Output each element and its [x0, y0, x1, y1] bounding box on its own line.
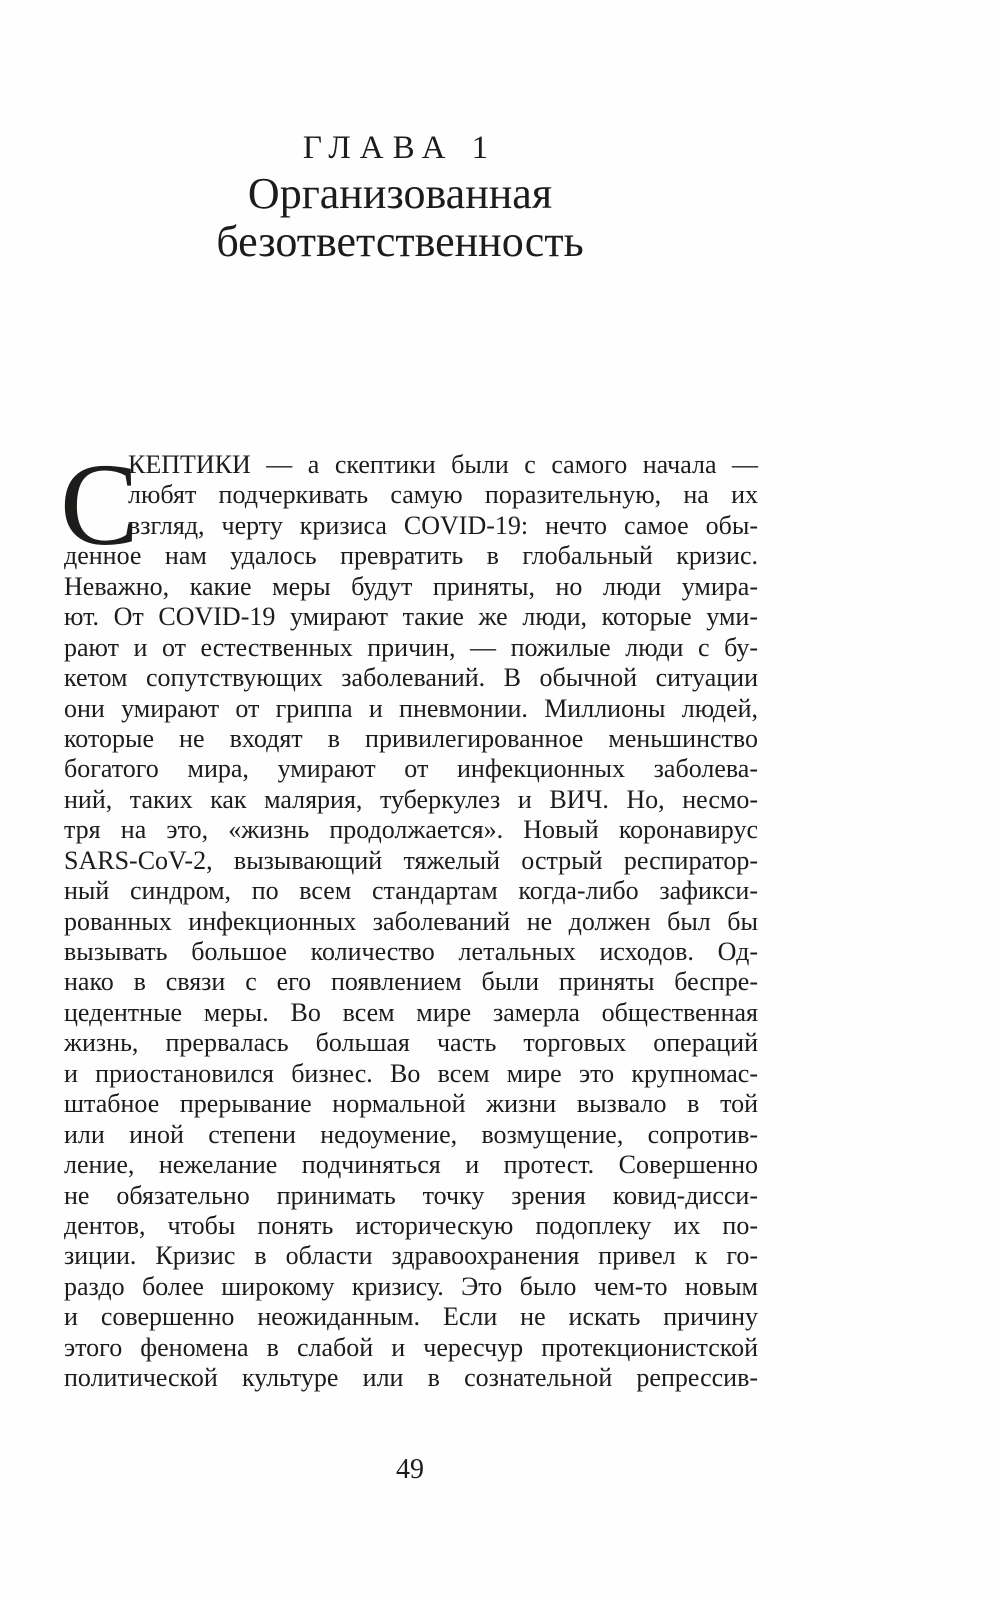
body-text — [64, 450, 758, 1394]
chapter-title-line-1: Организованная — [247, 169, 553, 218]
text-line: которые не входят в привилегированное меньшинство — [64, 723, 758, 753]
text-line: рают и от естественных причин, — пожилые люди с бу- — [64, 632, 758, 662]
text-line: политической культуре или в сознательной репрессив- — [64, 1363, 758, 1393]
drop-cap: С — [60, 439, 139, 570]
text-line: этого феномена в слабой и чересчур протекционистской — [64, 1332, 758, 1362]
text-line: кетом сопутствующих заболеваний. В обычной ситуации — [64, 663, 758, 693]
text-line: или иной степени недоумение, возмущение, сопротив- — [64, 1119, 758, 1149]
chapter-label: ГЛАВА 1 — [302, 130, 498, 166]
text-line: жизнь, прервалась большая часть торговых операций — [64, 1028, 758, 1058]
text-line: денное нам удалось превратить в глобальный кризис. — [64, 541, 758, 571]
chapter-title — [0, 170, 800, 266]
text-line: любят подчеркивать самую поразительную, на их — [128, 480, 758, 510]
text-line: цедентные меры. Во всем мире замерла общественная — [64, 997, 758, 1027]
chapter-title-line-2: безответственность — [216, 217, 584, 266]
text-line: SARS-CoV-2, вызывающий тяжелый острый респиратор- — [64, 845, 758, 875]
text-line: тря на это, «жизнь продолжается». Новый коронавирус — [64, 815, 758, 845]
text-line: богатого мира, умирают от инфекционных заболева- — [64, 754, 758, 784]
text-line: нако в связи с его появлением были приняты беспре- — [64, 967, 758, 997]
text-line: и совершенно неожиданным. Если не искать причину — [64, 1302, 758, 1332]
text-line: ный синдром, по всем стандартам когда-либо зафикси- — [64, 876, 758, 906]
text-line: дентов, чтобы понять историческую подоплеку их по- — [64, 1210, 758, 1240]
page-number: 49 — [396, 1454, 424, 1485]
text-line: раздо более широкому кризису. Это было чем-то новым — [64, 1271, 758, 1301]
text-line: зиции. Кризис в области здравоохранения привел к го- — [64, 1241, 758, 1271]
text-line: Неважно, какие меры будут приняты, но люди умира- — [64, 571, 758, 601]
text-line: штабное прерывание нормальной жизни вызвало в той — [64, 1089, 758, 1119]
text-line: взгляд, черту кризиса COVID-19: нечто самое обы- — [128, 510, 758, 540]
text-line: и приостановился бизнес. Во всем мире это крупномас- — [64, 1058, 758, 1088]
text-line: они умирают от гриппа и пневмонии. Миллионы людей, — [64, 693, 758, 723]
text-line: ление, нежелание подчиняться и протест. Совершенно — [64, 1150, 758, 1180]
text-line: КЕПТИКИ — а скептики были с самого начала — — [128, 450, 758, 479]
text-line: ют. От COVID-19 умирают такие же люди, которые уми- — [64, 602, 758, 632]
text-line: вызывать большое количество летальных исходов. Од- — [64, 937, 758, 966]
text-line: ний, таких как малярия, туберкулез и ВИЧ. Но, несмо- — [64, 784, 758, 814]
text-line: рованных инфекционных заболеваний не должен был бы — [64, 906, 758, 936]
text-line: не обязательно принимать точку зрения ковид-дисси- — [64, 1180, 758, 1210]
